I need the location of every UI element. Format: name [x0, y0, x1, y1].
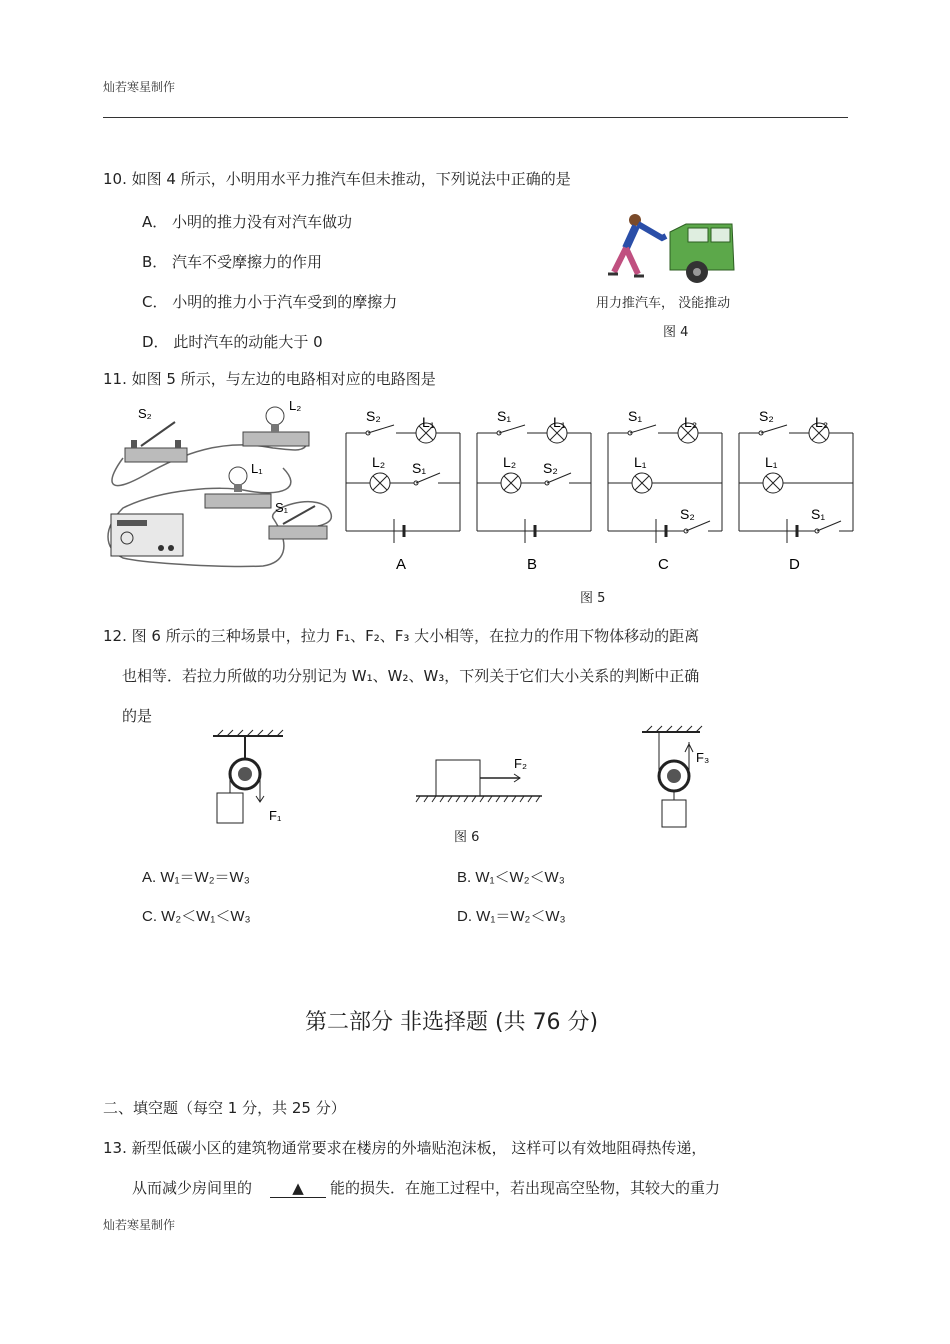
photo-label-s1: S₁ [275, 500, 289, 515]
q10-option-a: A． 小明的推力没有对汽车做功 [142, 213, 353, 231]
q12-stem-line1: 12. 图 6 所示的三种场景中，拉力 F₁、F₂、F₃ 大小相等，在拉力的作用下物体移动的距离 [103, 627, 700, 645]
q12-stem-line3: 的是 [122, 707, 153, 725]
circuit-a-top-switch-label: S₂ [366, 408, 381, 424]
circuit-b-mid-switch-label: S₂ [543, 460, 558, 476]
circuit-d-mid-lamp-label: L₁ [765, 454, 778, 470]
circuit-b-letter: B [527, 556, 538, 573]
q10-option-d: D． 此时汽车的动能大于 0 [142, 333, 323, 351]
circuit-a-letter: A [396, 556, 407, 573]
fill-in-heading: 二、填空题（每空 1 分，共 25 分） [103, 1099, 346, 1117]
figure-6-pulley-3 [638, 724, 728, 834]
q13-line2 [132, 1177, 720, 1198]
q10-option-b: B． 汽车不受摩擦力的作用 [142, 253, 323, 271]
q12-option-d: D. W₁＝W₂＜W₃ [457, 908, 566, 925]
circuit-d-top-switch-label: S₂ [759, 408, 774, 424]
q13-line2-start: 从而减少房间里的 [132, 1179, 253, 1197]
circuit-a-mid-switch-label: S₁ [412, 460, 427, 476]
circuit-d-top-lamp-label: L₂ [815, 414, 829, 430]
figure-6-f1-label: F₁ [269, 808, 282, 823]
figure-4-push-car [600, 210, 745, 290]
section2-title: 第二部分 非选择题 (共 76 分) [305, 1010, 599, 1035]
q13-line1: 13. 新型低碳小区的建筑物通常要求在楼房的外墙贴泡沫板， 这样可以有效地阻碍热传递， [103, 1139, 707, 1157]
figure-6-f3-label: F₃ [696, 750, 710, 765]
photo-label-l1: L₁ [251, 461, 263, 476]
photo-label-l2: L₂ [289, 398, 302, 413]
q11-stem: 11. 如图 5 所示，与左边的电路相对应的电路图是 [103, 370, 436, 388]
circuit-b-mid-lamp-label: L₂ [503, 454, 517, 470]
circuit-a-top-lamp-label: L₁ [422, 414, 435, 430]
q12-option-a: A. W₁＝W₂＝W₃ [142, 869, 250, 886]
circuit-b-top-switch-label: S₁ [497, 408, 512, 424]
circuit-a-switch-lever [368, 425, 394, 433]
q13-line2-end: 能的损失．在施工过程中，若出现高空坠物，其较大的重力 [330, 1179, 721, 1197]
circuit-a-mid-lamp-label: L₂ [372, 454, 386, 470]
figure-6-f2-label: F₂ [514, 756, 527, 771]
figure-6-block-floor [412, 752, 547, 807]
figure-5-circuit-choices [340, 405, 860, 585]
q13-answer-blank[interactable]: ▲ [270, 1179, 326, 1198]
circuit-d-bottom-switch-label: S₁ [811, 506, 826, 522]
circuit-d-switch-lever [761, 425, 787, 433]
q10-option-c: C． 小明的推力小于汽车受到的摩擦力 [142, 293, 398, 311]
circuit-d-letter: D [789, 556, 800, 573]
figure-5-physical-circuit [103, 398, 335, 573]
figure-4-label: 图 4 [663, 325, 689, 340]
circuit-c-top-switch-label: S₁ [628, 408, 643, 424]
q12-stem-line2: 也相等．若拉力所做的功分别记为 W₁、W₂、W₃，下列关于它们大小关系的判断中正确 [122, 667, 700, 685]
figure-6-pulley-1 [205, 728, 305, 828]
figure-4-caption: 用力推汽车， 没能推动 [596, 296, 731, 311]
header-watermark: 灿若寒星制作 [103, 80, 176, 94]
circuit-c-letter: C [658, 556, 669, 573]
circuit-b-top-lamp-label: L₁ [553, 414, 566, 430]
circuit-b-switch-lever [499, 425, 525, 433]
q10-stem: 10. 如图 4 所示，小明用水平力推汽车但未推动，下列说法中正确的是 [103, 170, 571, 188]
q12-option-c: C. W₂＜W₁＜W₃ [142, 908, 251, 925]
header-divider [103, 117, 848, 118]
circuit-c-switch-lever [630, 425, 656, 433]
figure-5-label: 图 5 [580, 591, 606, 606]
footer-watermark: 灿若寒星制作 [103, 1218, 176, 1232]
photo-label-s2: S₂ [138, 406, 152, 421]
circuit-c-top-lamp-label: L₂ [684, 414, 698, 430]
q12-option-b: B. W₁＜W₂＜W₃ [457, 869, 565, 886]
figure-6-label: 图 6 [454, 830, 480, 845]
circuit-c-bottom-switch-label: S₂ [680, 506, 695, 522]
circuit-c-mid-lamp-label: L₁ [634, 454, 647, 470]
